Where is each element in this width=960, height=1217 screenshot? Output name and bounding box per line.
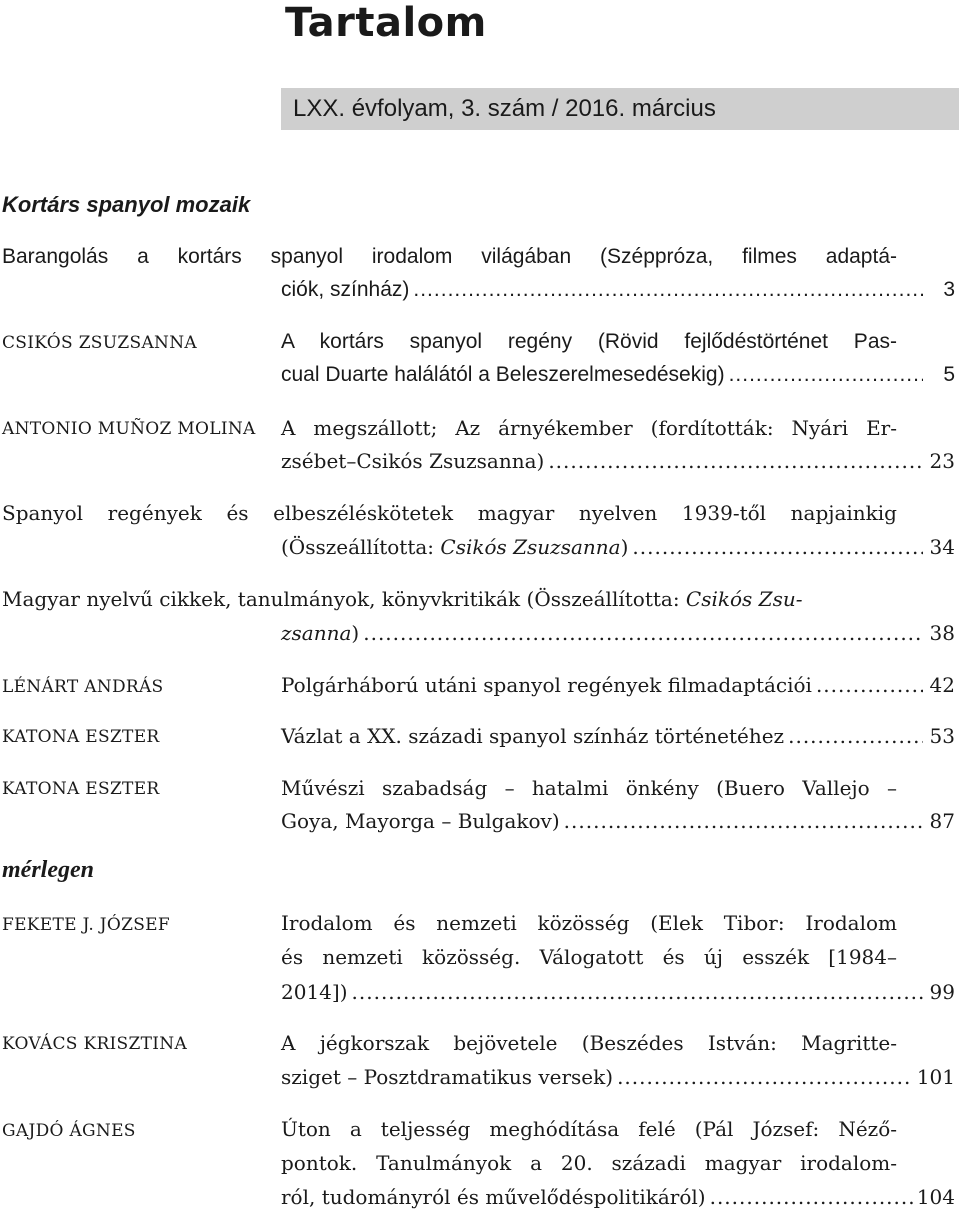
entry-author: ANTONIO MUÑOZ MOLINA [2,419,256,439]
leader-dots [632,531,923,563]
entry-author: KATONA ESZTER [2,727,160,747]
issue-banner [281,88,959,130]
entry-author: KATONA ESZTER [2,779,160,799]
compiler-name: Csikós Zsu- [685,587,803,611]
toc-entry-line: Vázlat a XX. századi spanyol színház történetéhez [281,724,785,748]
page-number: 23 [929,449,955,473]
page-number: 87 [929,809,955,833]
toc-entry-line: Polgárháború utáni spanyol regények filmadaptációi [281,673,812,697]
toc-entry-title [281,617,359,649]
toc-entry-title [281,531,628,563]
section-heading: mérlegen [2,857,94,883]
leader-dots [413,274,923,306]
toc-entry-line: sziget – Posztdramatikus versek) [281,1065,614,1089]
page-title: Tartalom [285,0,487,46]
leader-dots [617,1061,913,1093]
leader-dots [548,445,923,477]
toc-entry[interactable] [281,274,955,306]
toc-entry-line: ciók, színház) [281,278,410,301]
page-number: 42 [929,673,955,697]
page-number: 3 [943,278,955,301]
toc-entry-line: Irodalom és nemzeti közösség (Elek Tibor: Irodalom [281,911,897,935]
toc-entry-line: Goya, Mayorga – Bulgakov) [281,809,560,833]
toc-entry-line: ról, tudományról és művelődéspolitikáról) [281,1185,706,1209]
toc-entry[interactable] [281,976,955,1008]
toc-entry[interactable] [281,805,955,837]
page-number: 38 [929,621,955,645]
compiler-name: zsanna [281,621,352,645]
compiler-name: Csikós Zsuzsanna [440,535,621,559]
entry-author: LÉNÁRT ANDRÁS [2,677,164,697]
toc-entry-line: ) [351,621,360,645]
toc-entry-line: Magyar nyelvű cikkek, tanulmányok, könyvkritikák (Összeállította: [2,587,686,611]
toc-entry-line: A kortárs spanyol regény (Rövid fejlődéstörténet Pas- [281,330,897,353]
entry-author: CSIKÓS ZSUZSANNA [2,333,197,353]
toc-entry-line: zsébet–Csikós Zsuzsanna) [281,449,545,473]
toc-entry-line: pontok. Tanulmányok a 20. századi magyar irodalom- [281,1151,897,1175]
page-number: 5 [943,363,955,386]
toc-entry-line: Úton a teljesség meghódítása felé (Pál József: Néző- [281,1117,897,1141]
toc-entry[interactable] [281,445,955,477]
toc-entry-line: 2014]) [281,980,348,1004]
toc-entry[interactable] [281,669,955,701]
leader-dots [729,359,923,391]
page-number: 104 [916,1185,955,1209]
leader-dots [710,1181,913,1213]
entry-author: FEKETE J. JÓZSEF [2,915,170,935]
leader-dots [352,976,923,1008]
section-heading: Kortárs spanyol mozaik [2,192,251,217]
toc-entry-line-wrap [2,583,897,615]
leader-dots [363,617,923,649]
toc-entry-line: ) [620,535,629,559]
entry-author: KOVÁCS KRISZTINA [2,1034,188,1054]
leader-dots [816,669,923,701]
entry-author: GAJDÓ ÁGNES [2,1121,136,1141]
toc-entry-line: A megszállott; Az árnyékember (fordították: Nyári Er- [281,416,897,440]
page-number: 53 [929,724,955,748]
leader-dots [564,805,923,837]
leader-dots [788,720,923,752]
issue-label: LXX. évfolyam, 3. szám / 2016. március [293,95,716,122]
toc-entry[interactable] [281,1061,955,1093]
toc-entry-line: (Összeállította: [281,535,441,559]
toc-entry[interactable] [281,531,955,563]
toc-entry-line: és nemzeti közösség. Válogatott és új esszék [1984– [281,945,897,969]
page-number: 34 [929,535,955,559]
toc-entry-line: Művészi szabadság – hatalmi önkény (Buero Vallejo – [281,776,897,800]
toc-entry-line: Spanyol regények és elbeszéléskötetek magyar nyelven 1939-től napjainkig [2,501,897,525]
toc-entry[interactable] [281,720,955,752]
toc-entry[interactable] [281,617,955,649]
toc-entry-line: A jégkorszak bejövetele (Beszédes István: Magritte- [281,1031,897,1055]
toc-entry-line: cual Duarte halálától a Beleszerelmesedésekig) [281,363,725,386]
page-number: 101 [916,1065,955,1089]
toc-entry[interactable] [281,359,955,391]
page-number: 99 [929,980,955,1004]
toc-entry-line: Barangolás a kortárs spanyol irodalom világában (Széppróza, filmes adaptá- [2,245,897,268]
toc-entry[interactable] [281,1181,955,1213]
